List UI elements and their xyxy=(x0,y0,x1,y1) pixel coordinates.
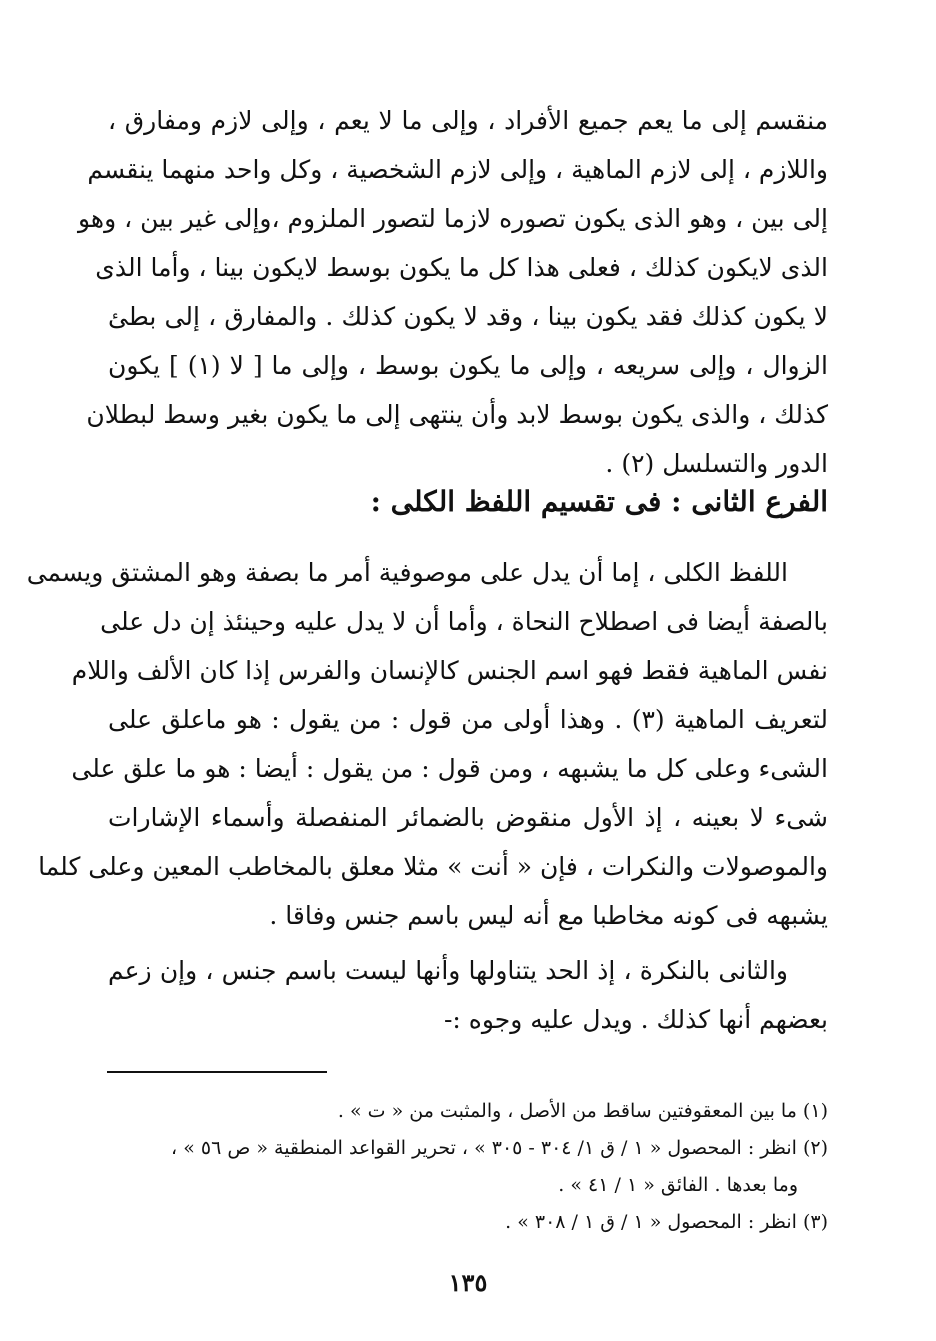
text-line: الشىء وعلى كل ما يشبهه ، ومن قول : من يقول : أيضا : هو ما علق على xyxy=(71,754,828,783)
text-line: واللازم ، إلى لازم الماهية ، وإلى لازم الشخصية ، وكل واحد منهما ينقسم xyxy=(87,155,828,184)
text-line: بعضهم أنها كذلك . ويدل عليه وجوه :- xyxy=(443,1005,828,1034)
footnote-divider xyxy=(107,1071,327,1073)
footnote-1: (١) ما بين المعقوفتين ساقط من الأصل ، والمثبت من « ت » . xyxy=(337,1100,828,1122)
footnote-2: (٢) انظر : المحصول « ١ / ق ١/ ٣٠٤ - ٣٠٥ » ، تحرير القواعد المنطقية « ص ٥٦ » ، xyxy=(171,1137,828,1159)
text-line: والموصولات والنكرات ، فإن « أنت » مثلا معلق بالمخاطب المعين وعلى كلما xyxy=(38,852,828,881)
text-line: يشبهه فى كونه مخاطبا مع أنه ليس باسم جنس وفاقا . xyxy=(269,901,828,930)
text-line: كذلك ، والذى يكون بوسط لابد وأن ينتهى إلى ما يكون بغير وسط لبطلان xyxy=(86,400,828,429)
footnote-2-continuation: وما بعدها . الفائق « ١ / ٤١ » . xyxy=(558,1174,798,1196)
footnotes xyxy=(108,1093,828,1241)
text-line: اللفظ الكلى ، إما أن يدل على موصوفية أمر ما بصفة وهو المشتق ويسمى xyxy=(26,558,788,587)
text-line: لا يكون كذلك فقد يكون بينا ، وقد لا يكون كذلك . والمفارق ، إلى بطئ xyxy=(108,302,828,331)
text-line: الزوال ، وإلى سريعه ، وإلى ما يكون بوسط ، وإلى ما [ لا (١) ] يكون xyxy=(108,351,828,380)
text-line: شىء لا بعينه ، إذ الأول منقوض بالضمائر المنفصلة وأسماء الإشارات xyxy=(108,803,828,832)
text-line: منقسم إلى ما يعم جميع الأفراد ، وإلى ما لا يعم ، وإلى لازم ومفارق ، xyxy=(108,106,828,135)
text-line: إلى بين ، وهو الذى يكون تصوره لازما لتصور الملزوم ،وإلى غير بين ، وهو xyxy=(78,204,828,233)
text-line: والثانى بالنكرة ، إذ الحد يتناولها وأنها ليست باسم جنس ، وإن زعم xyxy=(108,956,788,985)
text-line: بالصفة أيضا فى اصطلاح النحاة ، وأما أن لا يدل عليه وحينئذ إن دل على xyxy=(100,607,828,636)
page-number: ١٣٥ xyxy=(448,1268,488,1297)
paragraph-1 xyxy=(78,96,828,488)
text-line: الذى لايكون كذلك ، فعلى هذا كل ما يكون بوسط لايكون بينا ، وأما الذى xyxy=(95,253,828,282)
paragraph-3 xyxy=(108,946,828,1044)
paragraph-2 xyxy=(26,548,828,940)
footnote-3: (٣) انظر : المحصول « ١ / ق ١ / ٣٠٨ » . xyxy=(505,1211,828,1233)
text-line: نفس الماهية فقط فهو اسم الجنس كالإنسان والفرس إذا كان الألف واللام xyxy=(71,656,828,685)
text-line: لتعريف الماهية (٣) . وهذا أولى من قول : من يقول : هو ماعلق على xyxy=(108,705,828,734)
text-line: الدور والتسلسل (٢) . xyxy=(605,449,828,478)
section-heading: الفرع الثانى : فى تقسيم اللفظ الكلى : xyxy=(370,485,828,518)
